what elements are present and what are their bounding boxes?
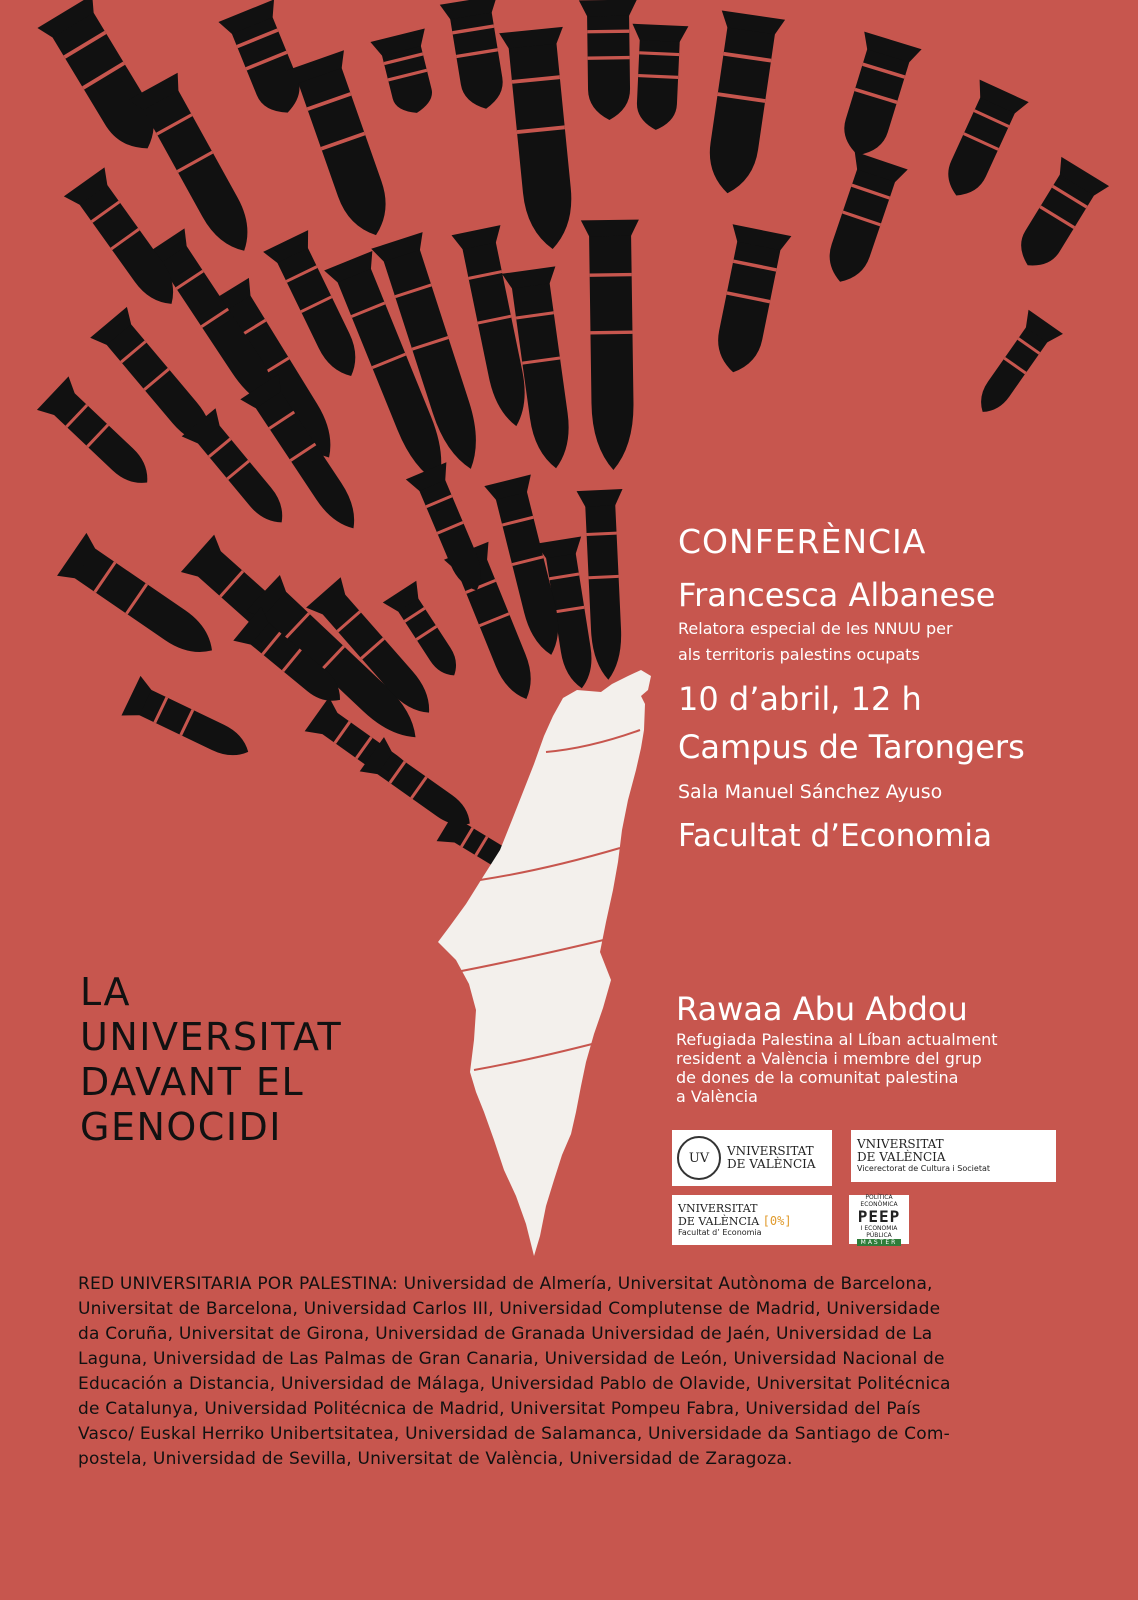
- speaker-role: Relatora especial de les NNUU per als territoris palestins ocupats: [678, 619, 953, 664]
- palestine-map: [438, 670, 651, 1256]
- bomb-shape: [814, 152, 908, 291]
- conference-info: [678, 522, 1118, 856]
- percent-icon: [0%]: [762, 1214, 792, 1228]
- event-date: 10 d’abril, 12 h: [678, 680, 922, 718]
- bomb-shape: [285, 50, 405, 245]
- bomb-shape: [499, 27, 584, 252]
- event-room: Sala Manuel Sánchez Ayuso: [678, 781, 943, 803]
- bomb-shape: [829, 32, 922, 164]
- bomb-shape: [1004, 157, 1109, 280]
- bomb-shape: [932, 80, 1029, 207]
- guest-name: Rawaa Abu Abdou: [676, 990, 968, 1028]
- bomb-shape: [579, 0, 639, 120]
- university-network-list: RED UNIVERSITARIA POR PALESTINA: Universidad de Almería, Universitat Autònoma de Barcelona, Universitat de Barcelona, Universidad Carlos III, Universidad Complutense de Madrid, Universidade da Coruña, Universitat de Girona, Universidad de Granada Universidad de Jaén, Universidad de La Laguna, Universidad de Las Palmas de Gran Canaria, Universidad de León, Universidad Nacional de Educación a Distancia, Universidad de Málaga, Universidad Pablo de Olavide, Universitat Politécnica de Catalunya, Universidad Politécnica de Madrid, Universitat Pompeu Fabra, Universidad del País Vasco/ Euskal Herriko Unibertsitatea, Universidad de Salamanca, Universidade da Santiago de Com- postela, Universidad de Sevilla, Universitat de València, Universidad de Zaragoza.: [78, 1274, 951, 1469]
- bomb-shape: [370, 29, 444, 120]
- uv-culture-logo: VNIVERSITAT DE VALÈNCIA Vicerectorat de Cultura i Societat: [851, 1130, 1056, 1182]
- bomb-shape: [218, 0, 315, 124]
- guest-speaker: [676, 990, 1106, 1106]
- bomb-shape: [696, 10, 785, 197]
- bomb-shape: [121, 676, 257, 772]
- event-campus: Campus de Tarongers: [678, 728, 1025, 766]
- university-seal-icon: UV: [677, 1136, 721, 1180]
- bomb-shape: [37, 0, 175, 165]
- event-faculty: Facultat d’Economia: [678, 818, 992, 854]
- bomb-shape: [704, 224, 792, 378]
- bomb-shape: [37, 376, 163, 499]
- bomb-shape: [129, 73, 269, 265]
- bomb-shape: [628, 24, 689, 131]
- poster-headline: LA UNIVERSITAT DAVANT EL GENOCIDI: [80, 970, 343, 1149]
- bomb-shape: [581, 220, 643, 471]
- bomb-shape: [440, 0, 515, 113]
- uv-logo: UV VNIVERSITAT DE VALÈNCIA: [672, 1130, 832, 1186]
- speaker-name: Francesca Albanese: [678, 576, 996, 614]
- economics-faculty-logo: VNIVERSITAT DE VALÈNCIA [0%] Facultat d’ Economia: [672, 1195, 832, 1245]
- event-type: CONFERÈNCIA: [678, 522, 927, 561]
- peep-master-logo: POLÍTICA ECONÒMICA PEEP I ECONOMIA PÚBLICA MÀSTER: [849, 1195, 909, 1244]
- bomb-shape: [965, 310, 1062, 424]
- guest-bio: Refugiada Palestina al Líban actualment resident a València i membre del grup de dones de la comunitat palestina a València: [676, 1030, 998, 1106]
